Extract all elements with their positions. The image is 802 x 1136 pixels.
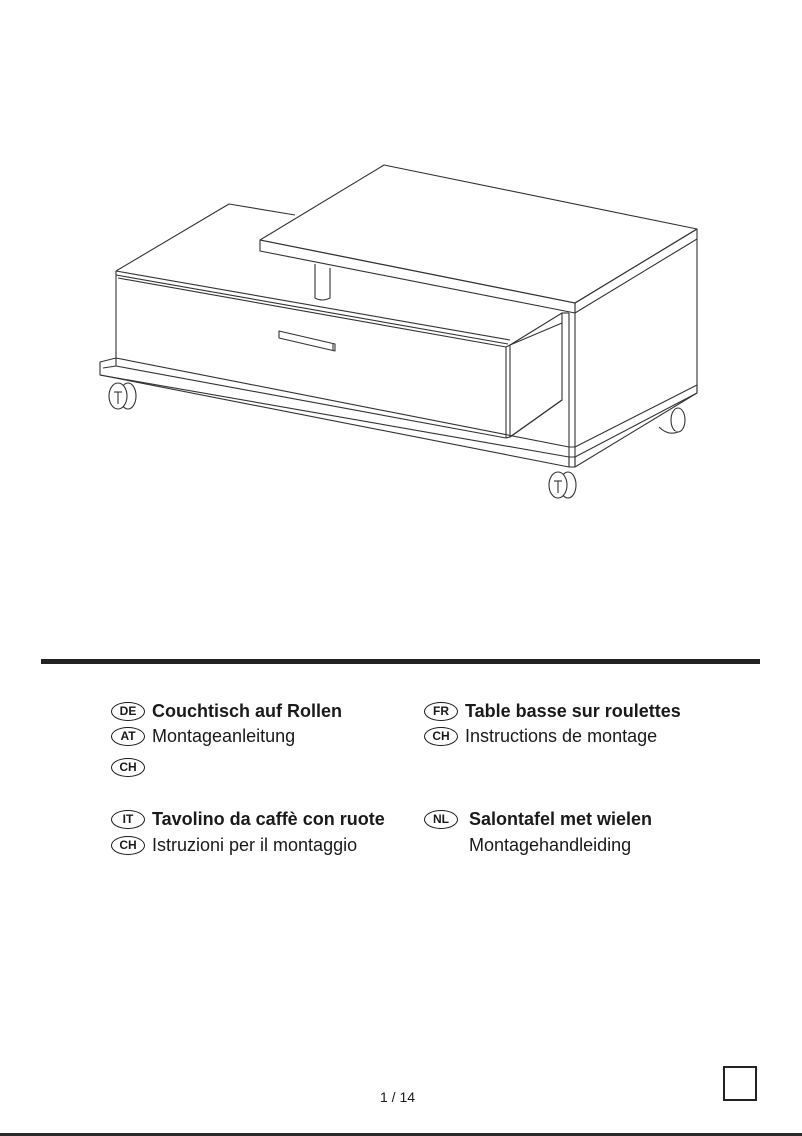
product-title-de: Couchtisch auf Rollen [152,700,343,721]
subtitle-row-it [111,833,357,857]
country-badge-de: DE [111,702,145,721]
badge-row-ch [111,755,152,779]
subtitle-row-nl [469,833,631,857]
product-title-nl: Salontafel met wielen [469,808,653,829]
corner-checkbox-mark [723,1066,757,1101]
assembly-label-nl: Montagehandleiding [469,834,632,855]
country-badge-at: AT [111,727,145,746]
country-badge-it: IT [111,810,145,829]
title-row-it [111,807,385,831]
country-badge-ch-fr: CH [424,727,458,746]
product-title-it: Tavolino da caffè con ruote [152,808,385,829]
country-badge-nl: NL [424,810,458,829]
country-badge-fr: FR [424,702,458,721]
country-badge-ch-it: CH [111,836,145,855]
product-title-fr: Table basse sur roulettes [465,700,681,721]
title-row-fr [424,699,681,723]
subtitle-row-fr [424,724,657,748]
page-indicator: 1 / 14 [380,1089,416,1105]
subtitle-row-de [111,724,295,748]
title-row-nl [424,807,652,831]
title-row-de [111,699,342,723]
assembly-label-de: Montageanleitung [152,725,296,746]
country-badge-ch: CH [111,758,145,777]
assembly-label-fr: Instructions de montage [465,725,658,746]
assembly-label-it: Istruzioni per il montaggio [152,834,358,855]
